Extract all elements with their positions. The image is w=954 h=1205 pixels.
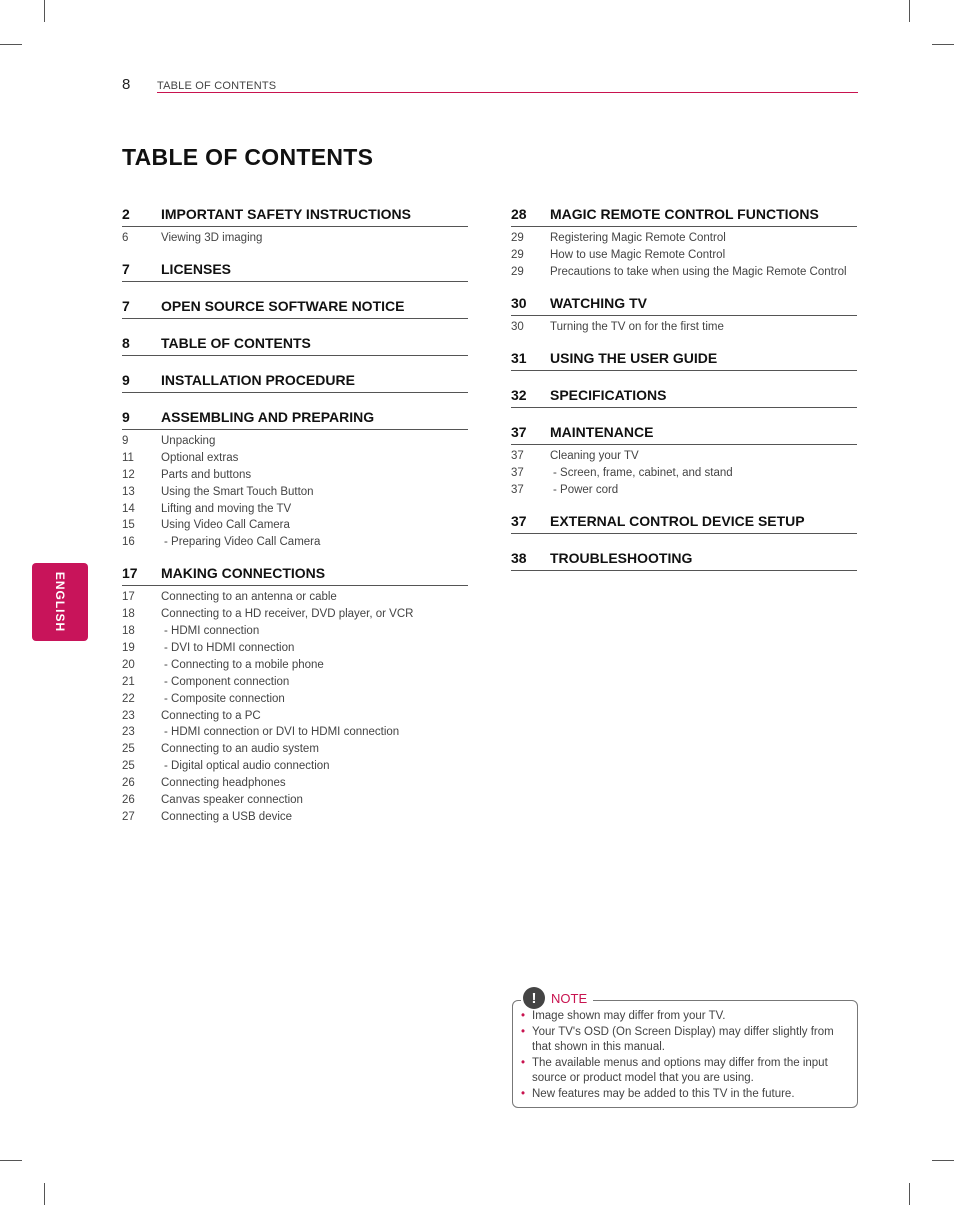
toc-section-title: LICENSES bbox=[161, 261, 232, 277]
toc-section-title: TABLE OF CONTENTS bbox=[161, 335, 311, 351]
toc-section-heading[interactable] bbox=[511, 550, 857, 571]
toc-item-list bbox=[511, 449, 857, 497]
toc-item-title: Cleaning your TV bbox=[550, 449, 639, 462]
toc-item-list bbox=[122, 590, 468, 824]
toc-item[interactable] bbox=[122, 485, 468, 499]
note-box bbox=[512, 989, 858, 1108]
toc-section-page: 7 bbox=[122, 298, 130, 314]
exclamation-icon: ! bbox=[523, 987, 545, 1009]
toc-item-page: 23 bbox=[122, 709, 135, 722]
toc-item[interactable] bbox=[122, 759, 468, 773]
toc-section bbox=[122, 206, 468, 245]
toc-section-page: 2 bbox=[122, 206, 130, 222]
toc-section-title: SPECIFICATIONS bbox=[550, 386, 667, 403]
toc-item-title: Turning the TV on for the first time bbox=[550, 320, 724, 333]
toc-section-heading[interactable] bbox=[122, 206, 468, 227]
toc-section-title: TROUBLESHOOTING bbox=[550, 549, 693, 566]
toc-item-title: Connecting to an audio system bbox=[161, 743, 319, 756]
page-number: 8 bbox=[122, 76, 131, 93]
toc-item[interactable] bbox=[511, 483, 857, 497]
toc-item-page: 21 bbox=[122, 675, 135, 688]
toc-section-heading[interactable] bbox=[122, 261, 468, 282]
toc-item-page: 37 bbox=[511, 466, 524, 479]
toc-section bbox=[511, 387, 857, 408]
toc-item[interactable] bbox=[122, 776, 468, 790]
toc-section-heading[interactable] bbox=[122, 565, 468, 586]
toc-item-title: - Screen, frame, cabinet, and stand bbox=[553, 466, 733, 479]
toc-section-title: EXTERNAL CONTROL DEVICE SETUP bbox=[550, 512, 805, 529]
toc-item-page: 37 bbox=[511, 449, 524, 462]
toc-section bbox=[122, 335, 468, 356]
toc-section-page: 9 bbox=[122, 372, 130, 388]
toc-section-page: 32 bbox=[511, 386, 527, 403]
toc-item-title: How to use Magic Remote Control bbox=[550, 248, 726, 261]
toc-item-title: - Component connection bbox=[164, 675, 290, 688]
toc-item-list bbox=[511, 231, 857, 279]
toc-item-page: 12 bbox=[122, 468, 135, 481]
toc-item-page: 14 bbox=[122, 502, 135, 515]
note-label: NOTE bbox=[551, 990, 588, 1006]
toc-item-page: 26 bbox=[122, 777, 135, 790]
note-item: • Your TV's OSD (On Screen Display) may differ slightly from that shown in this manual. bbox=[521, 1025, 849, 1056]
toc-item-title: Optional extras bbox=[161, 451, 239, 464]
note-header bbox=[521, 987, 593, 1009]
toc-item-page: 9 bbox=[122, 435, 129, 447]
note-item: • Image shown may differ from your TV. bbox=[521, 1009, 849, 1025]
toc-section-page: 37 bbox=[511, 512, 527, 529]
toc-section-heading[interactable] bbox=[122, 298, 468, 319]
toc-item-page: 15 bbox=[122, 519, 135, 532]
toc-item-page: 18 bbox=[122, 608, 135, 621]
toc-item[interactable] bbox=[122, 810, 468, 824]
language-tab-label: ENGLISH bbox=[53, 571, 67, 633]
crop-mark bbox=[44, 1183, 45, 1205]
note-list bbox=[513, 1001, 857, 1102]
toc-section-heading[interactable] bbox=[511, 424, 857, 445]
toc-section bbox=[511, 350, 857, 371]
note-item: • New features may be added to this TV in the future. bbox=[521, 1087, 849, 1103]
toc-item-title: - HDMI connection or DVI to HDMI connection bbox=[164, 726, 400, 739]
toc-item-title: Connecting to an antenna or cable bbox=[161, 591, 337, 604]
toc-section bbox=[511, 513, 857, 534]
toc-item[interactable] bbox=[122, 658, 468, 672]
toc-item[interactable] bbox=[122, 641, 468, 655]
toc-item-page: 16 bbox=[122, 536, 135, 549]
toc-item-page: 6 bbox=[122, 232, 129, 244]
toc-item-page: 20 bbox=[122, 658, 135, 671]
toc-item-title: - Composite connection bbox=[164, 692, 285, 705]
crop-mark bbox=[0, 1160, 22, 1161]
toc-item[interactable] bbox=[122, 709, 468, 723]
toc-item[interactable] bbox=[122, 607, 468, 621]
toc-item-list bbox=[122, 231, 468, 245]
header-rule bbox=[157, 92, 858, 93]
crop-mark bbox=[44, 0, 45, 22]
toc-item-title: - DVI to HDMI connection bbox=[164, 642, 295, 655]
toc-item[interactable] bbox=[511, 265, 857, 279]
toc-item[interactable] bbox=[122, 535, 468, 549]
toc-item-title: - HDMI connection bbox=[164, 625, 260, 638]
toc-item[interactable] bbox=[122, 518, 468, 532]
toc-section-page: 7 bbox=[122, 261, 130, 277]
toc-item-title: Connecting a USB device bbox=[161, 810, 293, 823]
toc-section-page: 17 bbox=[122, 565, 138, 582]
toc-item-title: Connecting to a PC bbox=[161, 709, 261, 722]
toc-item-page: 37 bbox=[511, 483, 524, 496]
toc-item-page: 13 bbox=[122, 485, 135, 498]
toc-section-heading[interactable] bbox=[122, 372, 468, 393]
toc-left-column bbox=[122, 206, 468, 840]
toc-item-list bbox=[511, 320, 857, 334]
toc-section-title: IMPORTANT SAFETY INSTRUCTIONS bbox=[161, 206, 411, 222]
crop-mark bbox=[932, 1160, 954, 1161]
toc-item-title: Using Video Call Camera bbox=[161, 519, 290, 532]
note-item: • The available menus and options may differ from the input source or product model that you are using. bbox=[521, 1056, 849, 1087]
toc-item-title: Parts and buttons bbox=[161, 468, 252, 481]
toc-section-title: WATCHING TV bbox=[550, 294, 647, 311]
toc-section bbox=[122, 372, 468, 393]
toc-item-page: 29 bbox=[511, 232, 524, 244]
toc-section bbox=[511, 206, 857, 279]
toc-item[interactable] bbox=[122, 231, 468, 245]
page-title: TABLE OF CONTENTS bbox=[122, 144, 374, 170]
toc-section-page: 38 bbox=[511, 549, 527, 566]
toc-item[interactable] bbox=[511, 231, 857, 245]
toc-item-list bbox=[122, 434, 468, 549]
toc-item[interactable] bbox=[122, 624, 468, 638]
toc-section bbox=[122, 409, 468, 549]
page-header bbox=[122, 76, 858, 94]
toc-item[interactable] bbox=[122, 502, 468, 516]
toc-section-title: MAGIC REMOTE CONTROL FUNCTIONS bbox=[550, 206, 819, 222]
toc-section bbox=[511, 550, 857, 571]
toc-section-heading[interactable] bbox=[122, 409, 468, 430]
toc-item-title: Canvas speaker connection bbox=[161, 794, 303, 807]
toc-item-page: 30 bbox=[511, 320, 524, 333]
toc-section-page: 30 bbox=[511, 294, 527, 311]
toc-item-page: 29 bbox=[511, 248, 524, 261]
toc-item-title: Registering Magic Remote Control bbox=[550, 232, 726, 244]
toc-item-page: 18 bbox=[122, 625, 135, 638]
toc-section-heading[interactable] bbox=[511, 513, 857, 534]
toc-item-page: 23 bbox=[122, 726, 135, 739]
toc-item[interactable] bbox=[511, 320, 857, 334]
toc-section-heading[interactable] bbox=[511, 387, 857, 408]
crop-mark bbox=[932, 44, 954, 45]
toc-section-heading[interactable] bbox=[511, 295, 857, 316]
toc-item[interactable] bbox=[122, 451, 468, 465]
toc-item[interactable] bbox=[511, 466, 857, 480]
toc-item-title: - Digital optical audio connection bbox=[164, 760, 330, 773]
toc-item-title: Connecting headphones bbox=[161, 777, 286, 790]
toc-item-page: 26 bbox=[122, 794, 135, 807]
toc-item-title: Connecting to a HD receiver, DVD player, or VCR bbox=[161, 608, 414, 621]
toc-item-page: 17 bbox=[122, 591, 135, 604]
toc-section bbox=[122, 565, 468, 824]
toc-section-page: 31 bbox=[511, 349, 527, 366]
crop-mark bbox=[909, 0, 910, 22]
toc-section-page: 8 bbox=[122, 335, 130, 351]
toc-section bbox=[511, 424, 857, 497]
toc-section-page: 9 bbox=[122, 409, 130, 425]
toc-item[interactable] bbox=[122, 675, 468, 689]
toc-item-title: - Connecting to a mobile phone bbox=[164, 658, 324, 671]
toc-item[interactable] bbox=[122, 434, 468, 448]
toc-section-heading[interactable] bbox=[511, 206, 857, 227]
toc-item-title: Unpacking bbox=[161, 435, 216, 447]
toc-item-title: - Power cord bbox=[553, 483, 619, 496]
toc-item[interactable] bbox=[122, 742, 468, 756]
toc-item-page: 29 bbox=[511, 265, 524, 278]
toc-item-title: - Preparing Video Call Camera bbox=[164, 536, 321, 549]
language-tab bbox=[32, 563, 88, 641]
toc-item[interactable] bbox=[122, 725, 468, 739]
toc-item-title: Viewing 3D imaging bbox=[161, 232, 263, 244]
toc-section-title: MAKING CONNECTIONS bbox=[161, 565, 326, 582]
toc-section-heading[interactable] bbox=[511, 350, 857, 371]
toc-item[interactable] bbox=[122, 468, 468, 482]
toc-item[interactable] bbox=[511, 248, 857, 262]
toc-section-page: 28 bbox=[511, 206, 527, 222]
toc-item-page: 27 bbox=[122, 810, 135, 823]
toc-section-heading[interactable] bbox=[122, 335, 468, 356]
toc-section bbox=[122, 298, 468, 319]
toc-section bbox=[511, 295, 857, 334]
toc-section-title: INSTALLATION PROCEDURE bbox=[161, 372, 355, 388]
toc-item[interactable] bbox=[122, 590, 468, 604]
toc-item-page: 19 bbox=[122, 642, 135, 655]
toc-item[interactable] bbox=[122, 692, 468, 706]
toc-item-page: 25 bbox=[122, 760, 135, 773]
toc-item-title: Precautions to take when using the Magic Remote Control bbox=[550, 265, 847, 278]
toc-item-page: 11 bbox=[122, 451, 134, 464]
toc-item-page: 22 bbox=[122, 692, 135, 705]
toc-item-title: Using the Smart Touch Button bbox=[161, 485, 314, 498]
toc-item[interactable] bbox=[122, 793, 468, 807]
toc-section-title: OPEN SOURCE SOFTWARE NOTICE bbox=[161, 298, 405, 314]
crop-mark bbox=[909, 1183, 910, 1205]
crop-mark bbox=[0, 44, 22, 45]
toc-section bbox=[122, 261, 468, 282]
toc-section-title: MAINTENANCE bbox=[550, 423, 654, 440]
toc-item-title: Lifting and moving the TV bbox=[161, 502, 292, 515]
toc-section-title: ASSEMBLING AND PREPARING bbox=[161, 409, 375, 425]
toc-item[interactable] bbox=[511, 449, 857, 463]
toc-item-page: 25 bbox=[122, 743, 135, 756]
toc-right-column bbox=[511, 206, 857, 587]
toc-section-page: 37 bbox=[511, 423, 527, 440]
running-title: TABLE OF CONTENTS bbox=[157, 80, 277, 92]
toc-section-title: USING THE USER GUIDE bbox=[550, 349, 718, 366]
